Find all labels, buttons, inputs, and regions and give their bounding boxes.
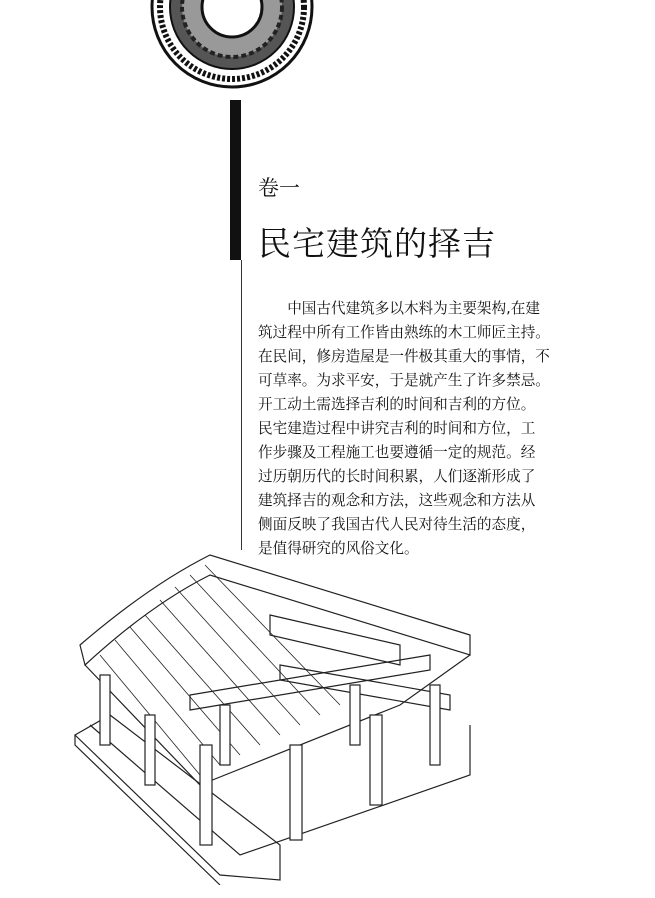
text-line: 开工动土需选择吉利的时间和吉利的方位。	[258, 396, 536, 413]
chapter-bar	[230, 100, 241, 260]
text-line: 中国古代建筑多以木料为主要架构,在建	[258, 300, 540, 317]
text-line: 过历朝历代的长时间积累，人们逐渐形成了	[258, 468, 536, 485]
text-line: 建筑择吉的观念和方法，这些观念和方法从	[258, 492, 536, 509]
bronze-mirror-ornament	[150, 0, 315, 90]
volume-label: 卷一	[258, 176, 300, 200]
timber-frame-illustration	[70, 545, 490, 885]
chapter-title: 民宅建筑的择吉	[258, 224, 496, 263]
text-line: 民宅建造过程中讲究吉利的时间和方位，工	[258, 420, 536, 437]
text-line: 是值得研究的风俗文化。	[258, 540, 419, 557]
vertical-rule	[241, 260, 242, 550]
text-line: 筑过程中所有工作皆由熟练的木工师匠主持。	[258, 324, 550, 341]
text-line: 在民间，修房造屋是一件极其重大的事情，不	[258, 348, 550, 365]
body-text	[258, 297, 586, 561]
text-line: 作步骤及工程施工也要遵循一定的规范。经	[258, 444, 536, 461]
text-line: 侧面反映了我国古代人民对待生活的态度，	[258, 516, 536, 533]
text-line: 可草率。为求平安，于是就产生了许多禁忌。	[258, 372, 550, 389]
